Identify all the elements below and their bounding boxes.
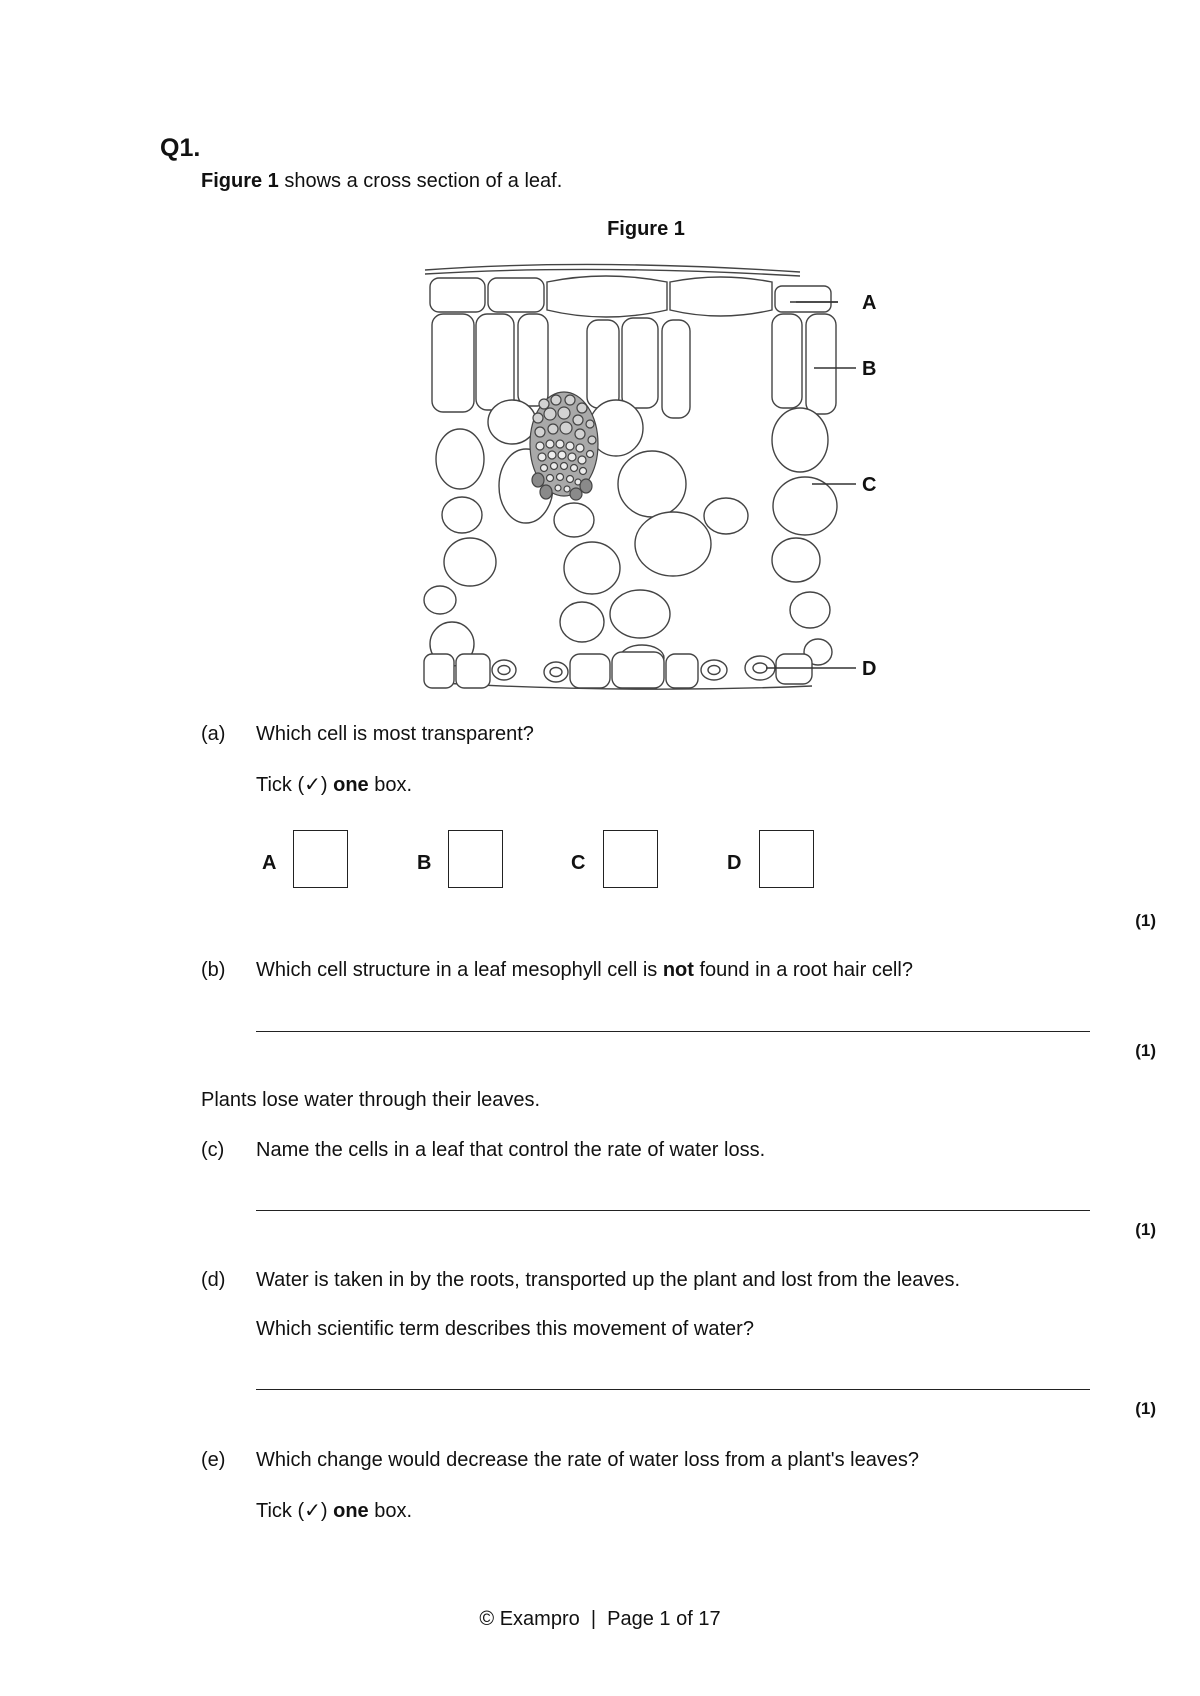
- epidermis-cell: [670, 277, 772, 316]
- palisade-cell: [622, 318, 658, 408]
- epidermis-cell: [430, 278, 485, 312]
- figure-label-c: C: [862, 474, 877, 496]
- part-a-instruction: Tick (✓) one box.: [256, 774, 413, 796]
- lower-epidermis-cell: [776, 654, 812, 684]
- palisade-cell: [772, 314, 802, 408]
- option-b-label: B: [417, 852, 432, 874]
- lower-epidermis-cell: [456, 654, 490, 688]
- part-d-label: (d): [201, 1269, 226, 1291]
- figure-label-a: A: [862, 292, 877, 314]
- figure-label-b: B: [862, 358, 877, 380]
- epidermis-cell: [775, 286, 831, 312]
- part-e-question: Which change would decrease the rate of water loss from a plant's leaves?: [256, 1449, 920, 1471]
- part-e-instruction: Tick (✓) one box.: [256, 1500, 413, 1522]
- lower-epidermis-cell: [424, 654, 454, 688]
- part-a-label: (a): [201, 723, 226, 745]
- option-c-label: C: [571, 852, 586, 874]
- part-a-question: Which cell is most transparent?: [256, 723, 534, 745]
- option-d-checkbox[interactable]: [759, 830, 814, 888]
- figure-reference: Figure 1: [201, 170, 279, 192]
- part-d-question: Water is taken in by the roots, transported up the plant and lost from the leaves.: [256, 1269, 961, 1291]
- part-b-label: (b): [201, 959, 226, 981]
- part-b-question: Which cell structure in a leaf mesophyll cell is not found in a root hair cell?: [256, 959, 913, 981]
- lower-epidermis-cell: [666, 654, 698, 688]
- part-b-marks: (1): [1135, 1041, 1156, 1060]
- part-c-question: Name the cells in a leaf that control the rate of water loss.: [256, 1139, 766, 1161]
- figure-caption: Figure 1: [607, 218, 685, 240]
- figure-label-d: D: [862, 658, 877, 680]
- part-d-answer-line[interactable]: [256, 1389, 1090, 1390]
- part-e-label: (e): [201, 1449, 226, 1471]
- question-intro: [201, 170, 562, 193]
- palisade-cell: [518, 314, 548, 406]
- lower-epidermis-cell: [612, 652, 664, 688]
- option-b-checkbox[interactable]: [448, 830, 503, 888]
- palisade-cell: [662, 320, 690, 418]
- palisade-cell: [806, 314, 836, 414]
- palisade-cell: [432, 314, 474, 412]
- page-footer: © Exampro | Page 1 of 17: [479, 1608, 721, 1630]
- part-c-answer-line[interactable]: [256, 1210, 1090, 1211]
- part-a-marks: (1): [1135, 911, 1156, 930]
- part-c-label: (c): [201, 1139, 225, 1161]
- leaf-cross-section-diagram: [420, 262, 890, 698]
- option-c-checkbox[interactable]: [603, 830, 658, 888]
- stem-text: Plants lose water through their leaves.: [201, 1089, 541, 1111]
- intro-text: shows a cross section of a leaf.: [278, 170, 563, 192]
- part-c-marks: (1): [1135, 1220, 1156, 1239]
- epidermis-cell: [547, 276, 667, 317]
- palisade-cell: [587, 320, 619, 408]
- vascular-bundle: [530, 392, 598, 500]
- part-b-answer-line[interactable]: [256, 1031, 1090, 1032]
- epidermis-cell: [488, 278, 544, 312]
- option-d-label: D: [727, 852, 742, 874]
- option-a-label: A: [262, 852, 277, 874]
- part-d-marks: (1): [1135, 1399, 1156, 1418]
- option-a-checkbox[interactable]: [293, 830, 348, 888]
- lower-epidermis-cell: [570, 654, 610, 688]
- question-number: Q1.: [160, 134, 201, 162]
- part-d-question-2: Which scientific term describes this movement of water?: [256, 1318, 754, 1340]
- palisade-cell: [476, 314, 514, 410]
